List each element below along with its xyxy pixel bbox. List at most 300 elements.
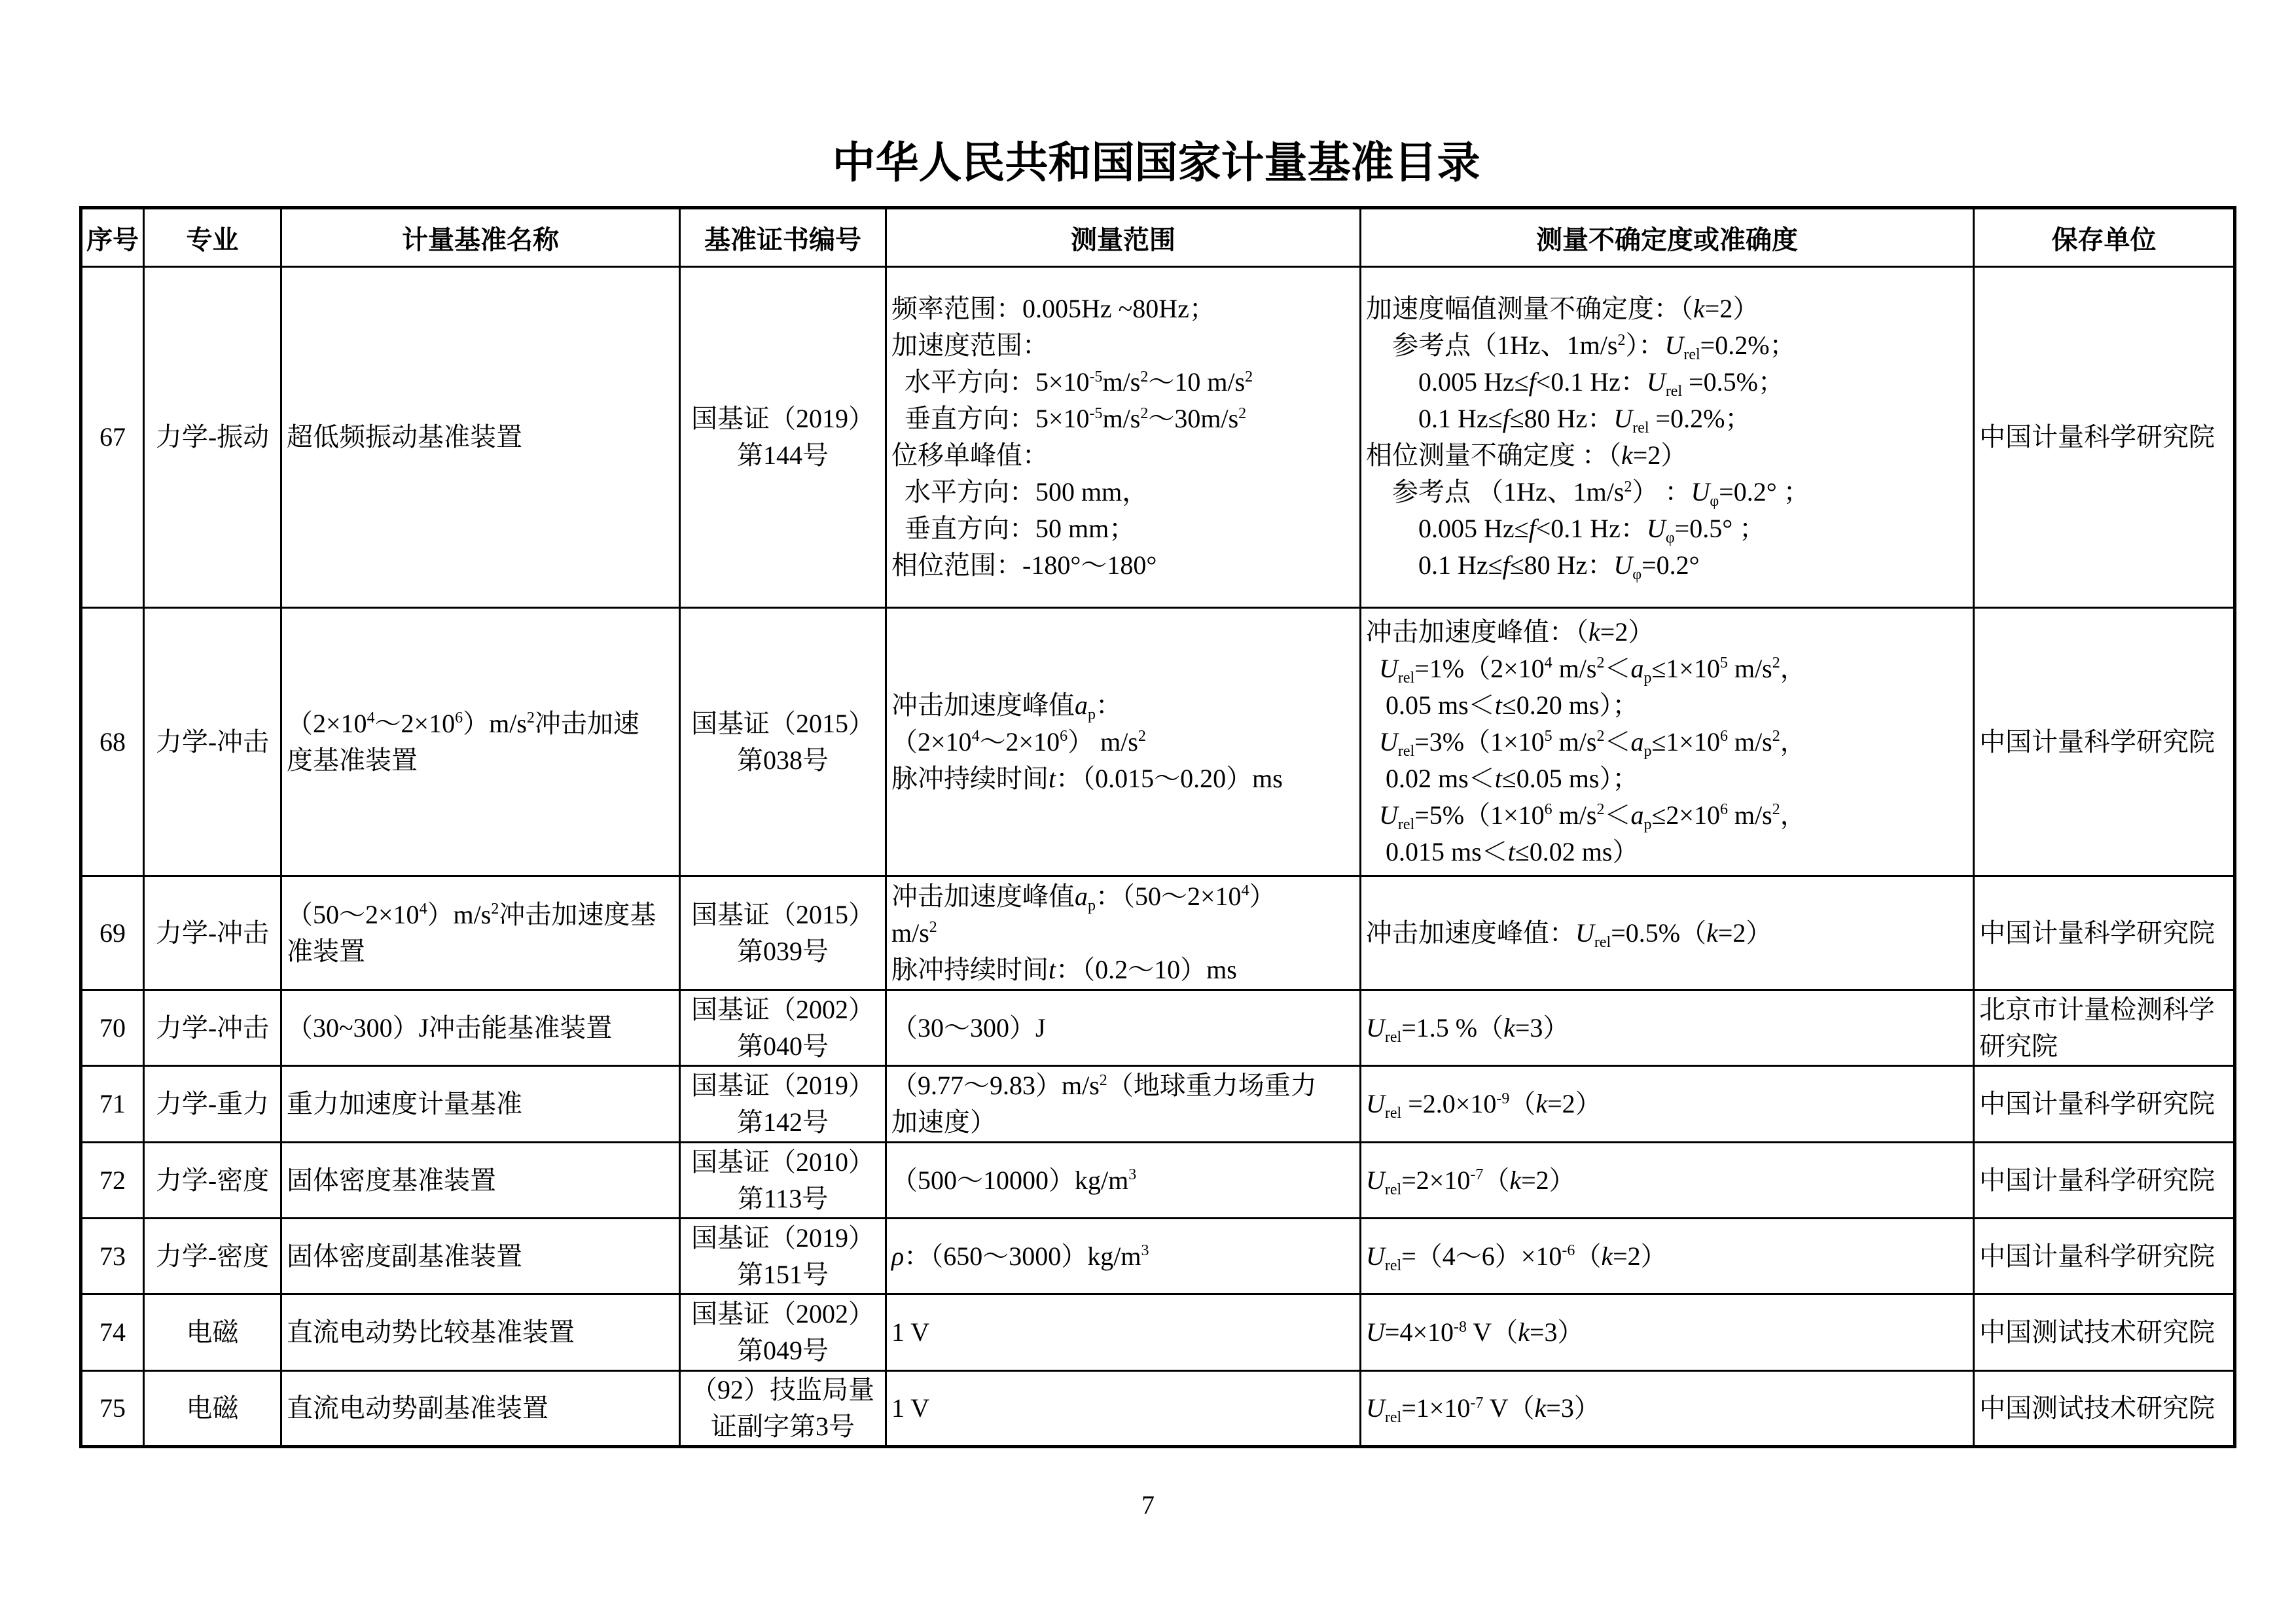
cell-unit: [1974, 990, 2235, 1066]
italic-symbol: U: [1575, 918, 1594, 948]
cell-field: [144, 608, 281, 876]
cell-line: [1366, 510, 1968, 547]
text-segment: （30～300）J: [891, 1012, 1046, 1043]
cell-uncertainty: [1361, 1371, 1974, 1447]
text-segment: 电磁: [186, 1393, 239, 1423]
cell-line: [891, 1390, 1355, 1427]
cell-name: [281, 1371, 680, 1447]
text-segment: =2）: [1613, 1241, 1667, 1271]
cell-cert: [680, 1371, 886, 1447]
cell-line: [891, 1067, 1355, 1104]
cell-line: [1366, 614, 1968, 651]
cell-line: [149, 1086, 276, 1122]
text-segment: 70: [99, 1012, 126, 1043]
superscript: 6: [1719, 728, 1728, 745]
text-segment: 1 V: [891, 1393, 930, 1423]
text-segment: =0.2%；: [1700, 330, 1796, 360]
cell-line: [685, 1104, 880, 1141]
text-segment: ：（0.2～10）ms: [1056, 954, 1237, 984]
cell-no: [81, 1066, 144, 1143]
text-segment: 脉冲持续时间: [891, 763, 1049, 793]
cell-line: [891, 915, 1355, 952]
italic-symbol: k: [1601, 1241, 1613, 1271]
cell-line: [1366, 547, 1968, 584]
cell-name: [281, 608, 680, 876]
text-segment: m/s: [1102, 404, 1141, 433]
text-segment: =2）: [1521, 1165, 1575, 1195]
cell-range: [886, 1219, 1361, 1294]
text-segment: 0.1 Hz≤: [1366, 550, 1503, 580]
superscript: 6: [1719, 801, 1728, 819]
text-segment: 冲击加速度基: [499, 899, 656, 929]
cell-field: [144, 267, 281, 608]
cell-line: [1366, 1162, 1968, 1199]
superscript: 2: [1617, 331, 1626, 349]
text-segment: 中国计量科学研究院: [1979, 1241, 2215, 1271]
italic-symbol: U: [1366, 1165, 1385, 1195]
cell-line: [891, 687, 1355, 724]
text-segment: V（: [1483, 1393, 1535, 1423]
text-segment: =3%（1×10: [1414, 726, 1545, 757]
cell-line: [891, 1104, 1355, 1141]
cell-line: [891, 510, 1355, 547]
cell-line: [1979, 991, 2229, 1028]
superscript: 2: [526, 709, 535, 727]
text-segment: =0.5%；: [1682, 367, 1785, 397]
cell-line: [87, 1162, 138, 1199]
cell-line: [685, 1028, 880, 1065]
italic-symbol: a: [1075, 881, 1088, 911]
cell-line: [87, 915, 138, 952]
superscript: 4: [1544, 654, 1552, 672]
text-segment: ）m/s: [463, 708, 527, 738]
cell-line: [1366, 364, 1968, 401]
italic-symbol: f: [1502, 550, 1510, 580]
text-segment: 冲击加速度峰值：: [1366, 918, 1575, 948]
text-segment: =2）: [1717, 918, 1772, 948]
italic-symbol: k: [1706, 918, 1718, 948]
cell-line: [87, 1314, 138, 1351]
text-segment: 水平方向：500 mm，: [891, 477, 1149, 507]
cell-line: [891, 474, 1355, 510]
italic-symbol: t: [1507, 836, 1515, 866]
text-segment: （2×10: [891, 726, 972, 757]
text-segment: 71: [99, 1089, 126, 1118]
cell-line: [685, 1332, 880, 1369]
cell-line: [149, 724, 276, 760]
cell-line: [891, 1314, 1355, 1351]
text-segment: ～30m/s: [1148, 404, 1239, 433]
text-segment: =0.2°: [1641, 550, 1700, 580]
header-uncertainty: 测量不确定度或准确度: [1361, 208, 1974, 267]
cell-line: [685, 401, 880, 437]
text-segment: 力学-密度: [155, 1165, 270, 1195]
italic-symbol: k: [1518, 1317, 1530, 1347]
text-segment: 力学-重力: [155, 1089, 270, 1118]
superscript: 2: [1238, 404, 1247, 422]
cell-line: [685, 1067, 880, 1104]
cell-line: [685, 897, 880, 933]
text-segment: <0.1 Hz：: [1535, 367, 1647, 397]
text-segment: V（: [1467, 1317, 1518, 1347]
text-segment: ）m/s: [427, 899, 492, 929]
text-segment: 0.005 Hz≤: [1366, 367, 1529, 397]
cell-field: [144, 876, 281, 990]
text-segment: =1×10: [1401, 1393, 1471, 1423]
superscript: 4: [367, 709, 375, 727]
text-segment: 国基证（2019）: [691, 1071, 874, 1100]
text-segment: 力学-冲击: [155, 1012, 270, 1043]
cell-line: [891, 291, 1355, 327]
cell-unit: [1974, 608, 2235, 876]
text-segment: m/s: [1727, 800, 1772, 830]
subscript: φ: [1665, 529, 1675, 547]
superscript: 4: [419, 901, 427, 918]
superscript: 2: [1140, 404, 1149, 422]
text-segment: 0.05 ms＜: [1366, 690, 1495, 720]
text-segment: ＜: [1604, 653, 1631, 683]
text-segment: ：: [1096, 690, 1122, 720]
subscript: φ: [1632, 566, 1642, 584]
text-segment: 直流电动势比较基准装置: [287, 1317, 575, 1347]
text-segment: 重力加速度计量基准: [287, 1089, 522, 1118]
superscript: -5: [1089, 404, 1103, 422]
text-segment: m/s: [1102, 367, 1141, 397]
italic-symbol: k: [1534, 1393, 1547, 1423]
cell-line: [1366, 760, 1968, 797]
cell-range: [886, 1066, 1361, 1143]
cell-line: [287, 1086, 674, 1122]
cell-range: [886, 990, 1361, 1066]
cell-uncertainty: [1361, 267, 1974, 608]
cell-line: [1366, 401, 1968, 437]
cell-line: [1979, 1390, 2229, 1427]
text-segment: 加速度范围：: [891, 330, 1049, 360]
text-segment: 参考点 （1Hz、1m/s: [1366, 477, 1624, 507]
superscript: 2: [1596, 728, 1605, 745]
cell-line: [685, 705, 880, 742]
italic-symbol: t: [1049, 954, 1056, 984]
text-segment: 0.1 Hz≤: [1366, 404, 1503, 433]
italic-symbol: k: [1503, 1012, 1515, 1043]
text-segment: =3）: [1515, 1012, 1570, 1043]
cell-line: [149, 1390, 276, 1427]
italic-symbol: a: [1630, 653, 1644, 683]
text-segment: ≤0.20 ms）；: [1501, 690, 1639, 720]
cell-unit: [1974, 1219, 2235, 1294]
cell-line: [1366, 915, 1968, 952]
italic-symbol: k: [1509, 1165, 1522, 1195]
cell-line: [1366, 1238, 1968, 1275]
text-segment: ≤0.05 ms）；: [1501, 763, 1639, 793]
text-segment: ～10 m/s: [1148, 367, 1246, 397]
cell-line: [891, 364, 1355, 401]
text-segment: （50～2×10: [287, 899, 420, 929]
cell-name: [281, 267, 680, 608]
superscript: 2: [1596, 801, 1605, 819]
text-segment: ，: [1780, 726, 1806, 757]
subscript: p: [1088, 705, 1096, 723]
cell-line: [287, 1162, 674, 1199]
italic-symbol: t: [1494, 763, 1502, 793]
cell-line: [1366, 651, 1968, 687]
cell-line: [149, 915, 276, 952]
italic-symbol: U: [1366, 653, 1398, 683]
cell-line: [1366, 687, 1968, 724]
cell-line: [891, 724, 1355, 760]
cell-line: [685, 1220, 880, 1257]
header-range: 测量范围: [886, 208, 1361, 267]
cell-line: [287, 1390, 674, 1427]
text-segment: 75: [99, 1393, 126, 1423]
text-segment: 固体密度副基准装置: [287, 1241, 522, 1271]
table-header-row: [81, 208, 2235, 267]
text-segment: =0.5° ；: [1674, 514, 1766, 543]
superscript: 2: [1772, 801, 1780, 819]
cell-line: [1366, 1010, 1968, 1046]
cell-cert: [680, 1294, 886, 1371]
italic-symbol: ρ: [891, 1241, 905, 1271]
page-number: 7: [1141, 1490, 1155, 1520]
text-segment: ～2×10: [374, 708, 456, 738]
table-row: [81, 1294, 2235, 1371]
cell-line: [1979, 1314, 2229, 1351]
italic-symbol: k: [1621, 440, 1633, 470]
subscript: rel: [1594, 933, 1611, 951]
subscript: rel: [1397, 815, 1415, 833]
italic-symbol: U: [1366, 1317, 1385, 1347]
cell-line: [1979, 1238, 2229, 1275]
text-segment: ，: [1780, 653, 1806, 683]
text-segment: 水平方向：5×10: [891, 367, 1090, 397]
cell-name: [281, 876, 680, 990]
italic-symbol: U: [1613, 550, 1633, 580]
text-segment: 74: [99, 1317, 126, 1347]
cell-line: [685, 1296, 880, 1332]
text-segment: ：（650～3000）kg/m: [904, 1241, 1141, 1271]
text-segment: =0.2%；: [1649, 404, 1751, 433]
superscript: 4: [971, 728, 980, 745]
cell-line: [287, 933, 674, 970]
cell-uncertainty: [1361, 608, 1974, 876]
cell-range: [886, 1143, 1361, 1219]
superscript: 6: [1060, 728, 1068, 745]
text-segment: ≤2×10: [1651, 800, 1720, 830]
cell-no: [81, 1219, 144, 1294]
text-segment: 位移单峰值：: [891, 440, 1049, 470]
superscript: 2: [1138, 728, 1146, 745]
text-segment: ） m/s: [1067, 726, 1138, 757]
text-segment: ）: [1249, 881, 1276, 911]
cell-line: [891, 547, 1355, 584]
cell-line: [685, 1372, 880, 1408]
cell-line: [87, 1390, 138, 1427]
text-segment: ） ：: [1632, 477, 1691, 507]
cell-name: [281, 1219, 680, 1294]
subscript: p: [1643, 669, 1652, 687]
text-segment: （地球重力场重力: [1107, 1071, 1317, 1100]
text-segment: =2）: [1600, 616, 1655, 647]
table-row: [81, 1143, 2235, 1219]
cell-line: [1979, 1028, 2229, 1065]
text-segment: ≤80 Hz：: [1509, 404, 1614, 433]
cell-line: [1366, 1314, 1968, 1351]
cell-no: [81, 990, 144, 1066]
cell-line: [149, 1010, 276, 1046]
cell-no: [81, 608, 144, 876]
text-segment: ，: [1780, 800, 1806, 830]
cell-line: [891, 952, 1355, 988]
subscript: p: [1643, 815, 1652, 833]
italic-symbol: U: [1646, 367, 1666, 397]
subscript: rel: [1384, 1028, 1402, 1046]
superscript: 2: [1245, 368, 1253, 385]
superscript: 6: [455, 709, 463, 727]
standards-catalog-table: [79, 206, 2236, 1448]
text-segment: m/s: [1552, 800, 1597, 830]
text-segment: 相位测量不确定度 ：（: [1366, 440, 1621, 470]
cell-line: [87, 724, 138, 760]
italic-symbol: f: [1528, 367, 1536, 397]
cell-line: [87, 419, 138, 455]
italic-symbol: f: [1528, 514, 1536, 543]
cell-line: [1979, 724, 2229, 760]
header-unit: 保存单位: [1974, 208, 2235, 267]
cell-field: [144, 1066, 281, 1143]
italic-symbol: a: [1075, 690, 1088, 720]
table-row: [81, 1371, 2235, 1447]
table-row: [81, 1219, 2235, 1294]
cell-range: [886, 1371, 1361, 1447]
italic-symbol: t: [1049, 763, 1056, 793]
cell-line: [287, 1238, 674, 1275]
text-segment: 67: [99, 422, 126, 452]
text-segment: 参考点（1Hz、1m/s: [1366, 330, 1618, 360]
cell-line: [685, 1408, 880, 1445]
text-segment: 68: [99, 726, 126, 757]
superscript: 2: [1772, 654, 1780, 672]
cell-line: [87, 1238, 138, 1275]
table-row: [81, 608, 2235, 876]
cell-line: [1979, 419, 2229, 455]
subscript: p: [1643, 742, 1652, 760]
page-title: 中华人民共和国国家计量基准目录: [832, 139, 1480, 187]
text-segment: 加速度）: [891, 1107, 996, 1137]
italic-symbol: U: [1646, 514, 1666, 543]
text-segment: 第039号: [737, 936, 829, 966]
superscript: 4: [1241, 882, 1249, 900]
subscript: φ: [1710, 493, 1719, 510]
text-segment: 国基证（2015）: [691, 899, 874, 929]
text-segment: m/s: [1552, 726, 1597, 757]
superscript: -7: [1470, 1166, 1484, 1184]
text-segment: ～2×10: [979, 726, 1060, 757]
text-segment: <0.1 Hz：: [1535, 514, 1647, 543]
text-segment: 0.015 ms＜: [1366, 836, 1508, 866]
cell-cert: [680, 876, 886, 990]
cell-line: [685, 933, 880, 970]
italic-symbol: U: [1366, 726, 1398, 757]
cell-field: [144, 1294, 281, 1371]
italic-symbol: U: [1366, 800, 1398, 830]
cell-field: [144, 1371, 281, 1447]
cell-line: [891, 760, 1355, 797]
text-segment: =0.5%（: [1611, 918, 1707, 948]
italic-symbol: U: [1613, 404, 1633, 433]
cell-unit: [1974, 267, 2235, 608]
text-segment: =0.2° ；: [1719, 477, 1810, 507]
superscript: 2: [929, 919, 937, 936]
text-segment: 国基证（2015）: [691, 708, 874, 738]
subscript: rel: [1665, 383, 1683, 401]
text-segment: （: [1483, 1165, 1510, 1195]
cell-unit: [1974, 1143, 2235, 1219]
text-segment: 中国计量科学研究院: [1979, 918, 2215, 948]
cell-line: [1366, 834, 1968, 870]
cell-no: [81, 1371, 144, 1447]
subscript: rel: [1384, 1409, 1402, 1427]
text-segment: （9.77～9.83）m/s: [891, 1071, 1100, 1100]
text-segment: （92）技监局量: [691, 1375, 874, 1404]
text-segment: 电磁: [186, 1317, 239, 1347]
text-segment: 垂直方向：5×10: [891, 404, 1090, 433]
cell-line: [87, 1086, 138, 1122]
cell-name: [281, 1066, 680, 1143]
superscript: 2: [1140, 368, 1149, 385]
italic-symbol: k: [1535, 1089, 1548, 1118]
superscript: 5: [1544, 728, 1552, 745]
cell-line: [1979, 1086, 2229, 1122]
cell-uncertainty: [1361, 1294, 1974, 1371]
text-segment: 力学-冲击: [155, 918, 270, 948]
cell-line: [287, 1010, 674, 1046]
subscript: rel: [1632, 419, 1649, 437]
cell-name: [281, 1143, 680, 1219]
cell-line: [1366, 291, 1968, 327]
cell-line: [287, 742, 674, 779]
cell-line: [1366, 724, 1968, 760]
text-segment: 冲击加速度峰值: [891, 881, 1075, 911]
text-segment: =2.0×10: [1401, 1089, 1497, 1118]
cell-line: [149, 1314, 276, 1351]
cell-line: [1366, 327, 1968, 364]
italic-symbol: t: [1494, 690, 1502, 720]
cell-line: [685, 742, 880, 779]
cell-uncertainty: [1361, 1219, 1974, 1294]
text-segment: =2×10: [1401, 1165, 1471, 1195]
superscript: 3: [1128, 1166, 1137, 1184]
text-segment: 中国计量科学研究院: [1979, 422, 2215, 452]
text-segment: ＜: [1604, 800, 1631, 830]
cell-line: [685, 1181, 880, 1217]
cell-field: [144, 990, 281, 1066]
text-segment: ≤1×10: [1651, 726, 1720, 757]
text-segment: ≤1×10: [1651, 653, 1720, 683]
cell-line: [685, 1257, 880, 1293]
text-segment: 第040号: [737, 1031, 829, 1061]
text-segment: 力学-振动: [155, 422, 270, 452]
cell-line: [685, 437, 880, 474]
cell-name: [281, 1294, 680, 1371]
cell-cert: [680, 1143, 886, 1219]
text-segment: =3）: [1529, 1317, 1584, 1347]
cell-line: [1979, 915, 2229, 952]
text-segment: 力学-密度: [155, 1241, 270, 1271]
text-segment: =4×10: [1384, 1317, 1454, 1347]
subscript: rel: [1397, 669, 1415, 687]
text-segment: 第142号: [737, 1107, 829, 1137]
cell-unit: [1974, 1294, 2235, 1371]
